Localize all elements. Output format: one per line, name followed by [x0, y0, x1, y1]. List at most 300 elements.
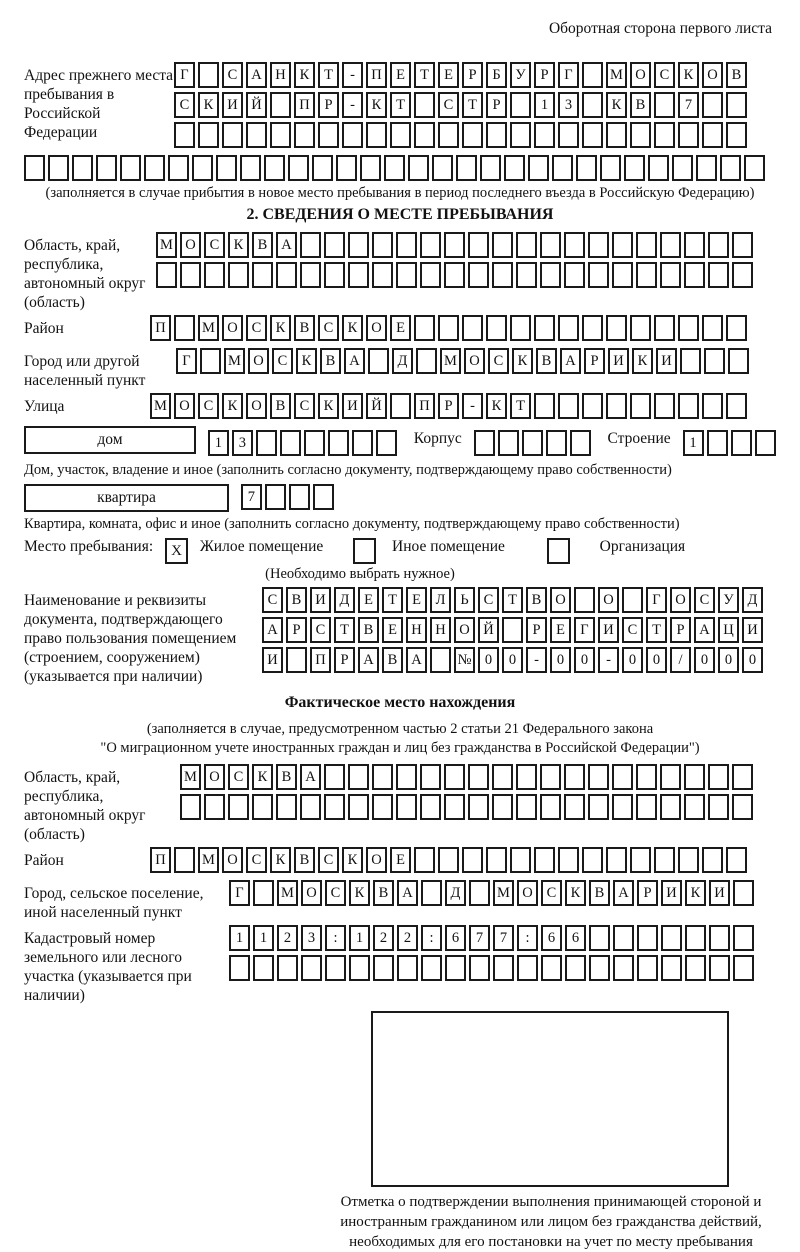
char-box[interactable]: 6	[541, 925, 562, 951]
char-box[interactable]	[624, 155, 645, 181]
char-box[interactable]: 3	[301, 925, 322, 951]
char-box[interactable]: М	[440, 348, 461, 374]
char-box[interactable]	[702, 122, 723, 148]
char-box[interactable]: Й	[366, 393, 387, 419]
char-box[interactable]	[600, 155, 621, 181]
char-box[interactable]	[588, 764, 609, 790]
char-box[interactable]: П	[150, 315, 171, 341]
char-box[interactable]: 3	[558, 92, 579, 118]
char-box[interactable]	[720, 155, 741, 181]
char-box[interactable]: 1	[253, 925, 274, 951]
char-box[interactable]	[648, 155, 669, 181]
char-box[interactable]: 1	[208, 430, 229, 456]
char-box[interactable]: Н	[430, 617, 451, 643]
char-box[interactable]: Т	[382, 587, 403, 613]
char-box[interactable]	[564, 262, 585, 288]
char-box[interactable]: К	[228, 232, 249, 258]
char-box[interactable]	[324, 764, 345, 790]
char-box[interactable]	[253, 955, 274, 981]
char-box[interactable]: О	[248, 348, 269, 374]
char-box[interactable]: К	[198, 92, 219, 118]
char-box[interactable]	[678, 122, 699, 148]
char-box[interactable]	[728, 348, 749, 374]
char-box[interactable]: С	[272, 348, 293, 374]
char-box[interactable]: О	[630, 62, 651, 88]
char-box[interactable]: С	[246, 315, 267, 341]
char-box[interactable]	[416, 348, 437, 374]
char-box[interactable]: И	[742, 617, 763, 643]
char-box[interactable]: В	[270, 393, 291, 419]
char-box[interactable]	[570, 430, 591, 456]
char-box[interactable]: В	[726, 62, 747, 88]
char-box[interactable]	[72, 155, 93, 181]
char-box[interactable]: А	[262, 617, 283, 643]
char-box[interactable]	[565, 955, 586, 981]
char-box[interactable]	[732, 232, 753, 258]
char-box[interactable]	[256, 430, 277, 456]
char-box[interactable]: И	[656, 348, 677, 374]
char-box[interactable]: И	[661, 880, 682, 906]
char-box[interactable]	[300, 262, 321, 288]
char-box[interactable]: Т	[334, 617, 355, 643]
char-box[interactable]	[24, 155, 45, 181]
char-box[interactable]: М	[198, 315, 219, 341]
char-box[interactable]	[420, 262, 441, 288]
char-box[interactable]	[396, 262, 417, 288]
char-box[interactable]	[174, 122, 195, 148]
char-box[interactable]	[654, 847, 675, 873]
char-box[interactable]: Р	[286, 617, 307, 643]
char-box[interactable]	[253, 880, 274, 906]
char-box[interactable]	[636, 794, 657, 820]
char-box[interactable]	[630, 315, 651, 341]
char-box[interactable]	[376, 430, 397, 456]
char-box[interactable]	[678, 847, 699, 873]
char-box[interactable]	[588, 232, 609, 258]
char-box[interactable]: Е	[358, 587, 379, 613]
char-box[interactable]: 0	[694, 647, 715, 673]
char-box[interactable]	[540, 232, 561, 258]
char-box[interactable]: К	[318, 393, 339, 419]
char-box[interactable]: -	[342, 62, 363, 88]
char-box[interactable]	[492, 232, 513, 258]
char-box[interactable]	[660, 764, 681, 790]
char-box[interactable]	[654, 393, 675, 419]
char-box[interactable]	[300, 232, 321, 258]
char-box[interactable]: -	[462, 393, 483, 419]
char-box[interactable]	[612, 232, 633, 258]
char-box[interactable]: А	[300, 764, 321, 790]
char-box[interactable]: В	[536, 348, 557, 374]
char-box[interactable]: А	[613, 880, 634, 906]
char-box[interactable]: Р	[334, 647, 355, 673]
char-box[interactable]: П	[294, 92, 315, 118]
char-box[interactable]	[540, 794, 561, 820]
char-box[interactable]: Г	[174, 62, 195, 88]
char-box[interactable]: О	[598, 587, 619, 613]
char-box[interactable]	[731, 430, 752, 456]
char-box[interactable]: Е	[390, 315, 411, 341]
char-box[interactable]: П	[366, 62, 387, 88]
char-box[interactable]: С	[622, 617, 643, 643]
char-box[interactable]: /	[670, 647, 691, 673]
char-box[interactable]	[552, 155, 573, 181]
char-box[interactable]	[384, 155, 405, 181]
char-box[interactable]	[684, 794, 705, 820]
char-box[interactable]: К	[632, 348, 653, 374]
char-box[interactable]: 1	[534, 92, 555, 118]
char-box[interactable]: О	[366, 315, 387, 341]
char-box[interactable]	[732, 262, 753, 288]
char-box[interactable]	[204, 794, 225, 820]
char-box[interactable]	[174, 847, 195, 873]
char-box[interactable]	[582, 847, 603, 873]
char-box[interactable]: С	[318, 315, 339, 341]
char-box[interactable]	[684, 232, 705, 258]
char-box[interactable]	[582, 315, 603, 341]
char-box[interactable]	[733, 880, 754, 906]
char-box[interactable]: К	[565, 880, 586, 906]
char-box[interactable]	[396, 232, 417, 258]
char-box[interactable]	[516, 262, 537, 288]
char-box[interactable]: О	[222, 847, 243, 873]
char-box[interactable]	[486, 315, 507, 341]
char-box[interactable]	[352, 430, 373, 456]
char-box[interactable]	[654, 122, 675, 148]
char-box[interactable]	[438, 315, 459, 341]
char-box[interactable]: 2	[373, 925, 394, 951]
char-box[interactable]	[270, 92, 291, 118]
char-box[interactable]: А	[397, 880, 418, 906]
char-box[interactable]: Г	[646, 587, 667, 613]
char-box[interactable]: Е	[390, 847, 411, 873]
char-box[interactable]	[414, 122, 435, 148]
char-box[interactable]	[222, 122, 243, 148]
char-box[interactable]	[372, 794, 393, 820]
char-box[interactable]	[300, 794, 321, 820]
char-box[interactable]	[726, 315, 747, 341]
char-box[interactable]	[445, 955, 466, 981]
char-box[interactable]	[630, 847, 651, 873]
char-box[interactable]: Т	[646, 617, 667, 643]
char-box[interactable]	[468, 232, 489, 258]
char-box[interactable]	[246, 122, 267, 148]
char-box[interactable]	[444, 764, 465, 790]
char-box[interactable]: В	[526, 587, 547, 613]
char-box[interactable]	[180, 262, 201, 288]
char-box[interactable]	[294, 122, 315, 148]
char-box[interactable]: Р	[637, 880, 658, 906]
char-box[interactable]	[468, 794, 489, 820]
char-box[interactable]	[678, 315, 699, 341]
char-box[interactable]	[120, 155, 141, 181]
char-box[interactable]	[733, 955, 754, 981]
char-box[interactable]: С	[438, 92, 459, 118]
char-box[interactable]: Г	[176, 348, 197, 374]
char-box[interactable]: М	[277, 880, 298, 906]
char-box[interactable]: М	[224, 348, 245, 374]
char-box[interactable]	[336, 155, 357, 181]
char-box[interactable]: М	[156, 232, 177, 258]
char-box[interactable]	[444, 262, 465, 288]
char-box[interactable]: С	[541, 880, 562, 906]
char-box[interactable]	[654, 92, 675, 118]
char-box[interactable]	[685, 925, 706, 951]
char-box[interactable]	[660, 262, 681, 288]
char-box[interactable]: В	[286, 587, 307, 613]
char-box[interactable]	[672, 155, 693, 181]
char-box[interactable]: 2	[397, 925, 418, 951]
char-box[interactable]	[420, 764, 441, 790]
char-box[interactable]	[325, 955, 346, 981]
char-box[interactable]	[684, 262, 705, 288]
char-box[interactable]	[612, 262, 633, 288]
char-box[interactable]	[582, 122, 603, 148]
char-box[interactable]: И	[342, 393, 363, 419]
char-box[interactable]: И	[262, 647, 283, 673]
char-box[interactable]: М	[493, 880, 514, 906]
char-box[interactable]	[606, 847, 627, 873]
char-box[interactable]: :	[325, 925, 346, 951]
char-box[interactable]	[726, 393, 747, 419]
char-box[interactable]: Т	[502, 587, 523, 613]
char-box[interactable]	[349, 955, 370, 981]
char-box[interactable]: О	[702, 62, 723, 88]
char-box[interactable]	[486, 847, 507, 873]
char-box[interactable]	[661, 955, 682, 981]
char-box[interactable]	[660, 232, 681, 258]
char-box[interactable]	[516, 794, 537, 820]
char-box[interactable]	[493, 955, 514, 981]
char-box[interactable]	[510, 92, 531, 118]
char-box[interactable]	[696, 155, 717, 181]
char-box[interactable]	[228, 262, 249, 288]
char-box[interactable]	[421, 880, 442, 906]
char-box[interactable]	[612, 794, 633, 820]
char-box[interactable]	[276, 262, 297, 288]
char-box[interactable]: 0	[646, 647, 667, 673]
char-box[interactable]	[468, 262, 489, 288]
char-box[interactable]	[462, 315, 483, 341]
char-box[interactable]: А	[406, 647, 427, 673]
char-box[interactable]	[48, 155, 69, 181]
char-box[interactable]: -	[526, 647, 547, 673]
char-box[interactable]: Р	[438, 393, 459, 419]
char-box[interactable]	[613, 925, 634, 951]
char-box[interactable]	[420, 232, 441, 258]
char-box[interactable]: 6	[445, 925, 466, 951]
char-box[interactable]: Р	[670, 617, 691, 643]
char-box[interactable]	[704, 348, 725, 374]
char-box[interactable]: Т	[414, 62, 435, 88]
char-box[interactable]: К	[366, 92, 387, 118]
char-box[interactable]	[444, 232, 465, 258]
char-box[interactable]	[732, 794, 753, 820]
char-box[interactable]: 0	[622, 647, 643, 673]
char-box[interactable]: :	[517, 925, 538, 951]
char-box[interactable]: И	[310, 587, 331, 613]
char-box[interactable]	[288, 155, 309, 181]
char-box[interactable]	[678, 393, 699, 419]
char-box[interactable]	[726, 122, 747, 148]
char-box[interactable]	[606, 315, 627, 341]
char-box[interactable]	[564, 764, 585, 790]
char-box[interactable]	[540, 764, 561, 790]
char-box[interactable]: О	[222, 315, 243, 341]
char-box[interactable]	[280, 430, 301, 456]
char-box[interactable]	[702, 847, 723, 873]
char-box[interactable]: -	[342, 92, 363, 118]
char-box[interactable]	[348, 794, 369, 820]
char-box[interactable]	[252, 262, 273, 288]
char-box[interactable]	[360, 155, 381, 181]
char-box[interactable]	[558, 847, 579, 873]
char-box[interactable]: М	[180, 764, 201, 790]
char-box[interactable]	[480, 155, 501, 181]
char-box[interactable]: В	[630, 92, 651, 118]
char-box[interactable]: 0	[502, 647, 523, 673]
char-box[interactable]: А	[276, 232, 297, 258]
char-box[interactable]	[324, 232, 345, 258]
char-box[interactable]: О	[550, 587, 571, 613]
char-box[interactable]	[174, 315, 195, 341]
char-box[interactable]	[707, 430, 728, 456]
char-box[interactable]: К	[486, 393, 507, 419]
char-box[interactable]: О	[366, 847, 387, 873]
char-box[interactable]: К	[349, 880, 370, 906]
char-box[interactable]: 6	[565, 925, 586, 951]
char-box[interactable]: В	[252, 232, 273, 258]
char-box[interactable]	[462, 847, 483, 873]
char-box[interactable]: С	[318, 847, 339, 873]
char-box[interactable]: 1	[349, 925, 370, 951]
char-box[interactable]: К	[252, 764, 273, 790]
char-box[interactable]	[558, 393, 579, 419]
char-box[interactable]	[180, 794, 201, 820]
char-box[interactable]: 0	[478, 647, 499, 673]
char-box[interactable]: Б	[486, 62, 507, 88]
char-box[interactable]: В	[373, 880, 394, 906]
char-box[interactable]	[588, 794, 609, 820]
char-box[interactable]: Д	[742, 587, 763, 613]
char-box[interactable]: М	[198, 847, 219, 873]
char-box[interactable]	[582, 62, 603, 88]
char-box[interactable]	[168, 155, 189, 181]
char-box[interactable]: К	[512, 348, 533, 374]
char-box[interactable]: Р	[318, 92, 339, 118]
char-box[interactable]	[630, 122, 651, 148]
char-box[interactable]: Г	[574, 617, 595, 643]
char-box[interactable]: Е	[406, 587, 427, 613]
char-box[interactable]: У	[510, 62, 531, 88]
char-box[interactable]	[229, 955, 250, 981]
char-box[interactable]: А	[560, 348, 581, 374]
checkbox-zhiloe[interactable]: X	[165, 538, 188, 564]
char-box[interactable]	[510, 847, 531, 873]
char-box[interactable]: Д	[334, 587, 355, 613]
char-box[interactable]	[342, 122, 363, 148]
char-box[interactable]	[432, 155, 453, 181]
char-box[interactable]: Р	[462, 62, 483, 88]
char-box[interactable]	[301, 955, 322, 981]
char-box[interactable]: В	[294, 847, 315, 873]
char-box[interactable]: И	[598, 617, 619, 643]
char-box[interactable]	[588, 262, 609, 288]
char-box[interactable]	[660, 794, 681, 820]
char-box[interactable]: 0	[574, 647, 595, 673]
char-box[interactable]	[421, 955, 442, 981]
char-box[interactable]	[438, 122, 459, 148]
char-box[interactable]	[372, 232, 393, 258]
char-box[interactable]	[708, 262, 729, 288]
char-box[interactable]	[430, 647, 451, 673]
char-box[interactable]: Т	[462, 92, 483, 118]
char-box[interactable]: 7	[241, 484, 262, 510]
char-box[interactable]	[541, 955, 562, 981]
char-box[interactable]	[564, 232, 585, 258]
char-box[interactable]: С	[174, 92, 195, 118]
char-box[interactable]: А	[344, 348, 365, 374]
char-box[interactable]: А	[246, 62, 267, 88]
char-box[interactable]: А	[694, 617, 715, 643]
char-box[interactable]	[534, 393, 555, 419]
char-box[interactable]: Р	[584, 348, 605, 374]
char-box[interactable]	[582, 92, 603, 118]
char-box[interactable]	[265, 484, 286, 510]
char-box[interactable]	[558, 122, 579, 148]
char-box[interactable]: О	[246, 393, 267, 419]
char-box[interactable]	[390, 393, 411, 419]
char-box[interactable]: Д	[392, 348, 413, 374]
char-box[interactable]: 0	[550, 647, 571, 673]
char-box[interactable]	[702, 393, 723, 419]
char-box[interactable]	[198, 62, 219, 88]
char-box[interactable]	[589, 925, 610, 951]
char-box[interactable]	[348, 232, 369, 258]
char-box[interactable]: Ц	[718, 617, 739, 643]
char-box[interactable]	[685, 955, 706, 981]
char-box[interactable]	[228, 794, 249, 820]
char-box[interactable]: С	[310, 617, 331, 643]
char-box[interactable]	[517, 955, 538, 981]
char-box[interactable]	[516, 764, 537, 790]
char-box[interactable]	[709, 955, 730, 981]
char-box[interactable]	[397, 955, 418, 981]
char-box[interactable]	[492, 764, 513, 790]
char-box[interactable]: Г	[558, 62, 579, 88]
char-box[interactable]: 0	[718, 647, 739, 673]
checkbox-inoe[interactable]	[353, 538, 376, 564]
char-box[interactable]: О	[454, 617, 475, 643]
char-box[interactable]	[606, 393, 627, 419]
char-box[interactable]: Й	[478, 617, 499, 643]
char-box[interactable]	[270, 122, 291, 148]
char-box[interactable]	[277, 955, 298, 981]
char-box[interactable]	[733, 925, 754, 951]
char-box[interactable]: О	[517, 880, 538, 906]
char-box[interactable]: В	[589, 880, 610, 906]
char-box[interactable]	[456, 155, 477, 181]
char-box[interactable]: К	[685, 880, 706, 906]
char-box[interactable]	[606, 122, 627, 148]
char-box[interactable]: С	[198, 393, 219, 419]
char-box[interactable]: Т	[390, 92, 411, 118]
char-box[interactable]: 2	[277, 925, 298, 951]
char-box[interactable]	[200, 348, 221, 374]
char-box[interactable]	[324, 794, 345, 820]
char-box[interactable]: П	[310, 647, 331, 673]
char-box[interactable]	[492, 262, 513, 288]
